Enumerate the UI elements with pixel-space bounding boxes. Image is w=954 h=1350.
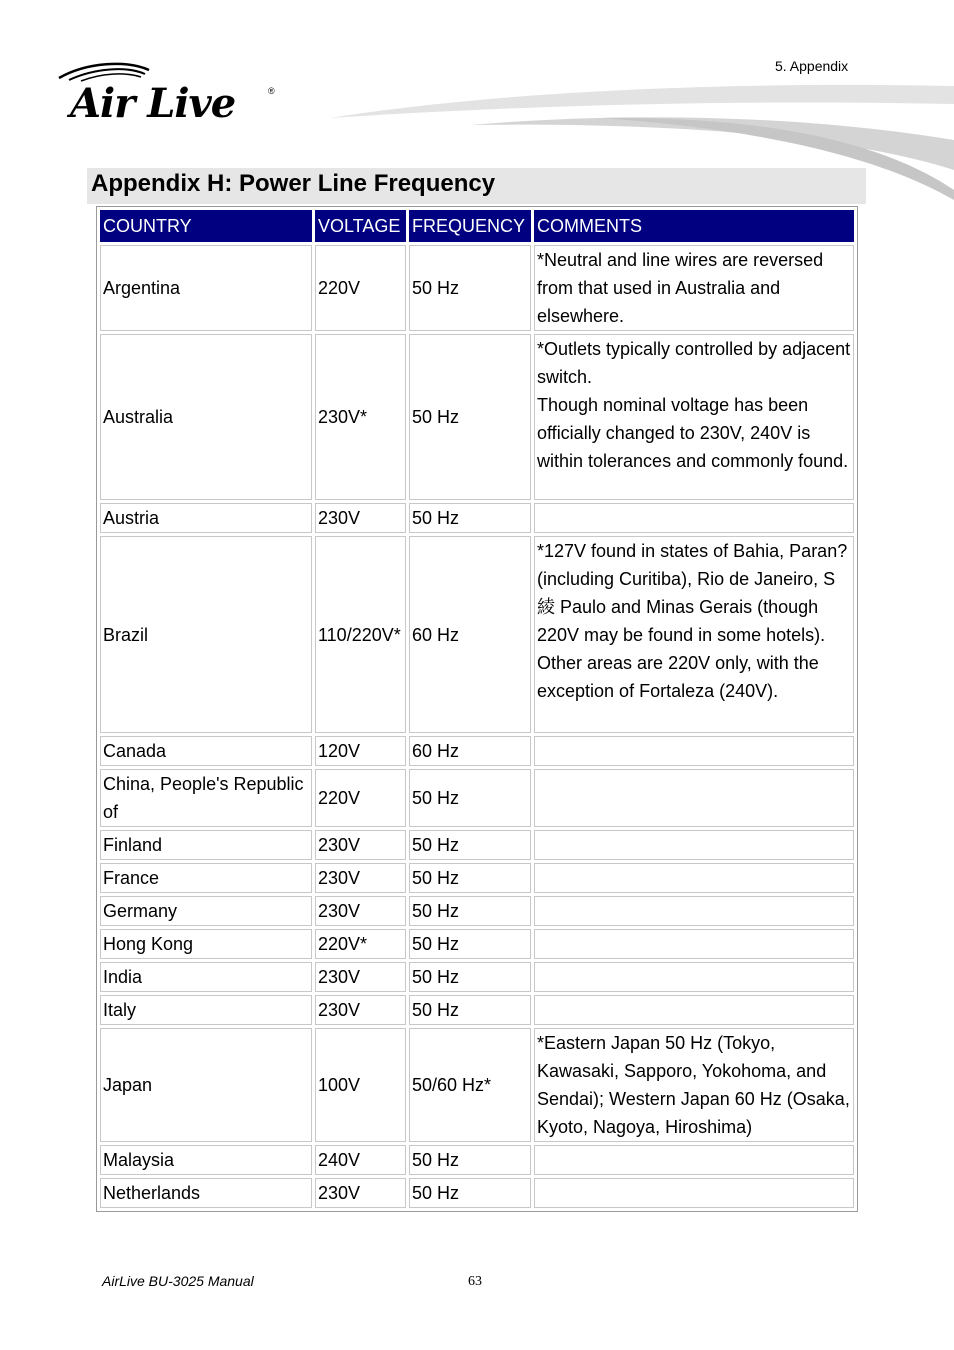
cell-voltage: 220V [315, 245, 406, 331]
cell-country: Hong Kong [100, 929, 312, 959]
table-row [100, 995, 854, 1025]
cell-voltage: 100V [315, 1028, 406, 1142]
table-row [100, 1028, 854, 1142]
table-row [100, 896, 854, 926]
power-frequency-table [96, 206, 858, 1212]
table-header-row [100, 210, 854, 242]
logo-text: Air Live [70, 80, 236, 127]
cell-comments [534, 896, 854, 926]
cell-country: Argentina [100, 245, 312, 331]
page-title: Appendix H: Power Line Frequency [91, 170, 496, 197]
cell-comments [534, 995, 854, 1025]
cell-comments [534, 962, 854, 992]
cell-country: France [100, 863, 312, 893]
cell-frequency: 50 Hz [409, 334, 531, 500]
cell-comments: *Neutral and line wires are reversed from that used in Australia and elsewhere. [534, 245, 854, 331]
table-row [100, 536, 854, 733]
logo-registered-mark: ® [268, 86, 275, 96]
footer-manual-name: AirLive BU-3025 Manual [102, 1273, 254, 1289]
cell-country: Netherlands [100, 1178, 312, 1208]
table-row [100, 1145, 854, 1175]
cell-voltage: 110/220V* [315, 536, 406, 733]
table-row [100, 929, 854, 959]
cell-frequency: 50 Hz [409, 769, 531, 827]
logo-arcs-icon [57, 60, 152, 82]
cell-voltage: 120V [315, 736, 406, 766]
cell-comments [534, 929, 854, 959]
cell-country: Finland [100, 830, 312, 860]
cell-comments: *Outlets typically controlled by adjacent switch. Though nominal voltage has been officially changed to 230V, 240V is within tolerances and commonly found. [534, 334, 854, 500]
cell-country: Austria [100, 503, 312, 533]
cell-frequency: 50 Hz [409, 245, 531, 331]
table-row [100, 503, 854, 533]
cell-comments [534, 1145, 854, 1175]
cell-country: Canada [100, 736, 312, 766]
cell-voltage: 220V [315, 769, 406, 827]
cell-comments [534, 830, 854, 860]
column-header-frequency: FREQUENCY [409, 210, 531, 242]
table-row [100, 334, 854, 500]
cell-voltage: 230V [315, 1178, 406, 1208]
cell-country: Germany [100, 896, 312, 926]
cell-frequency: 50 Hz [409, 995, 531, 1025]
cell-comments [534, 736, 854, 766]
cell-voltage: 230V [315, 995, 406, 1025]
airlive-logo [55, 58, 285, 127]
cell-voltage: 220V* [315, 929, 406, 959]
cell-country: Brazil [100, 536, 312, 733]
cell-frequency: 50 Hz [409, 503, 531, 533]
cell-frequency: 50 Hz [409, 962, 531, 992]
cell-comments [534, 1178, 854, 1208]
appendix-title-bar [87, 168, 866, 204]
cell-frequency: 50 Hz [409, 863, 531, 893]
cell-country: Australia [100, 334, 312, 500]
cell-country: India [100, 962, 312, 992]
table-row [100, 830, 854, 860]
cell-voltage: 230V [315, 863, 406, 893]
cell-country: China, People's Republic of [100, 769, 312, 827]
cell-country: Malaysia [100, 1145, 312, 1175]
section-label: 5. Appendix [775, 58, 849, 74]
cell-voltage: 230V [315, 830, 406, 860]
table-row [100, 769, 854, 827]
cell-frequency: 50 Hz [409, 896, 531, 926]
cell-frequency: 50/60 Hz* [409, 1028, 531, 1142]
cell-voltage: 230V [315, 962, 406, 992]
cell-frequency: 50 Hz [409, 929, 531, 959]
table-row [100, 736, 854, 766]
footer-page-number: 63 [468, 1274, 482, 1289]
cell-comments: *127V found in states of Bahia, Paran? (including Curitiba), Rio de Janeiro, S 綾 Paulo and Minas Gerais (though 220V may be found in some hotels). Other areas are 220V only, with the exception of Fortaleza (240V). [534, 536, 854, 733]
cell-voltage: 230V [315, 503, 406, 533]
table-row [100, 1178, 854, 1208]
column-header-comments: COMMENTS [534, 210, 854, 242]
cell-country: Japan [100, 1028, 312, 1142]
cell-comments [534, 863, 854, 893]
cell-frequency: 50 Hz [409, 830, 531, 860]
cell-voltage: 230V [315, 896, 406, 926]
cell-comments: *Eastern Japan 50 Hz (Tokyo, Kawasaki, Sapporo, Yokohoma, and Sendai); Western Japan 60 Hz (Osaka, Kyoto, Nagoya, Hiroshima) [534, 1028, 854, 1142]
table-row [100, 962, 854, 992]
cell-voltage: 240V [315, 1145, 406, 1175]
cell-frequency: 60 Hz [409, 536, 531, 733]
table-row [100, 245, 854, 331]
table-row [100, 863, 854, 893]
cell-frequency: 60 Hz [409, 736, 531, 766]
column-header-country: COUNTRY [100, 210, 312, 242]
cell-country: Italy [100, 995, 312, 1025]
cell-comments [534, 769, 854, 827]
cell-comments [534, 503, 854, 533]
column-header-voltage: VOLTAGE [315, 210, 406, 242]
cell-frequency: 50 Hz [409, 1145, 531, 1175]
cell-voltage: 230V* [315, 334, 406, 500]
cell-frequency: 50 Hz [409, 1178, 531, 1208]
